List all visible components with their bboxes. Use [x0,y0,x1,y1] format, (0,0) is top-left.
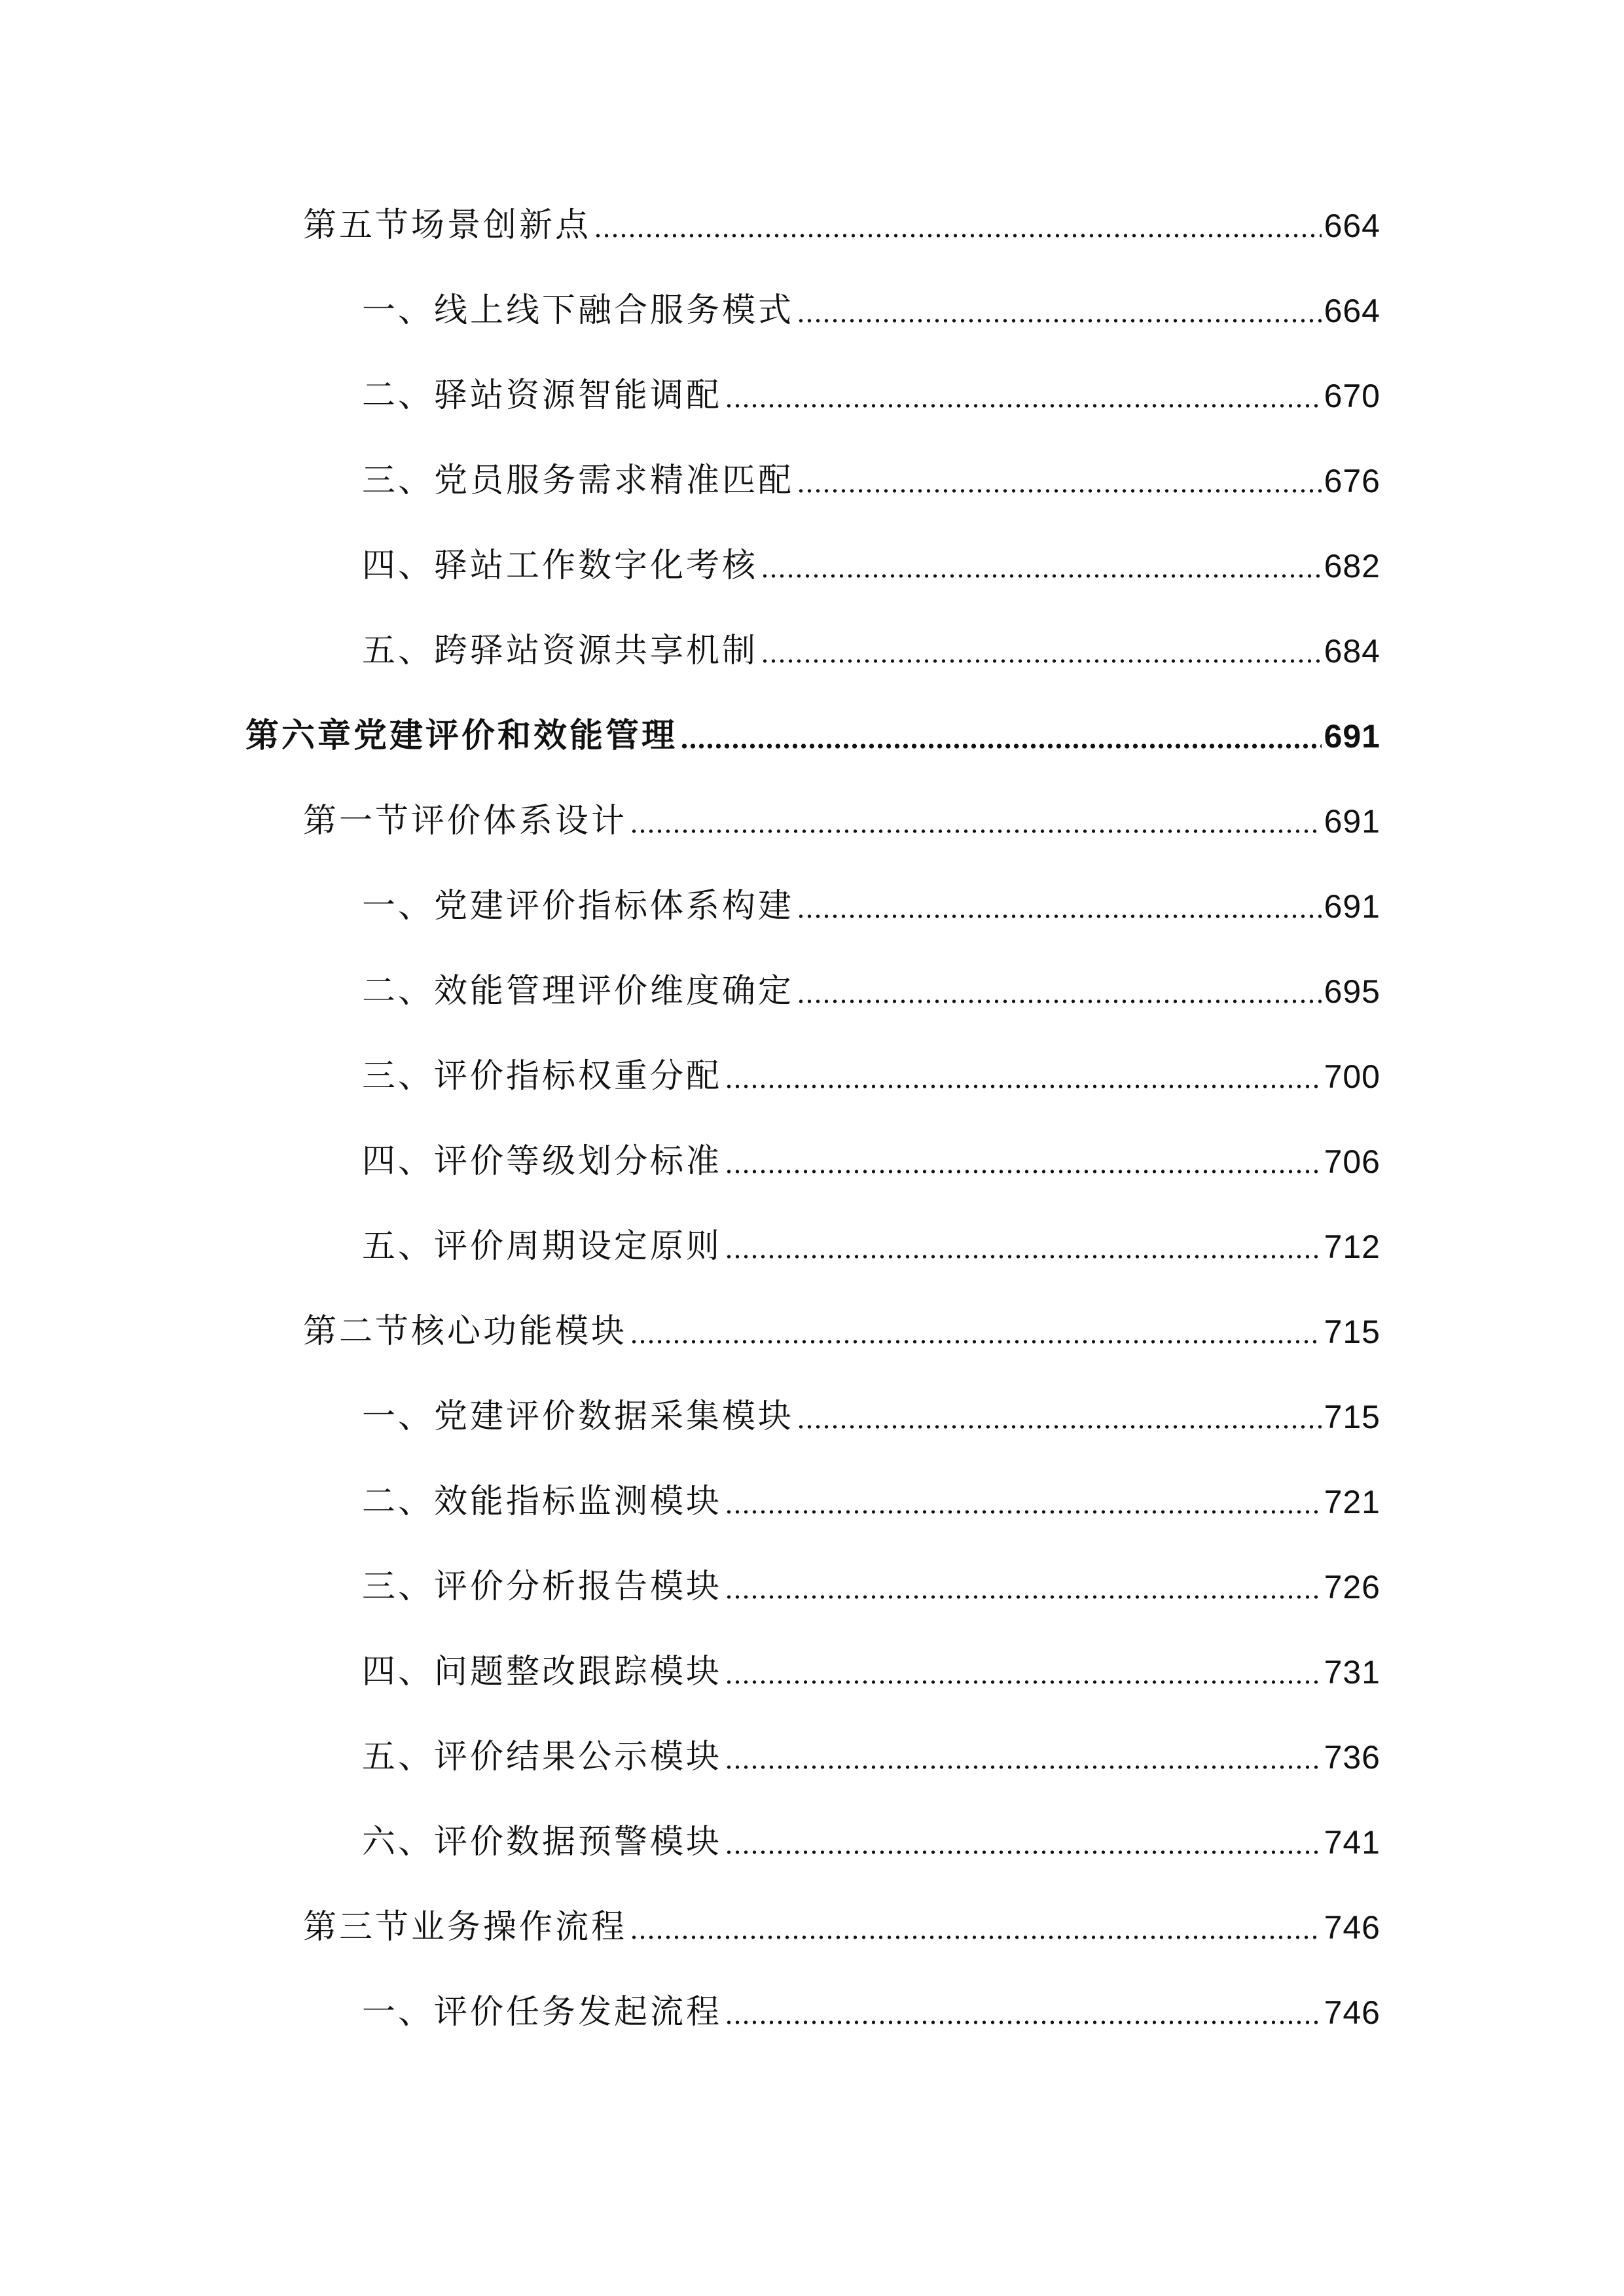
toc-entry-page: 736 [1324,1739,1380,1776]
toc-entry-title: 一、评价任务发起流程 [362,1993,723,2032]
toc-entry-title: 六、评价数据预警模块 [362,1823,723,1861]
toc-dot-leader [725,1085,1322,1088]
toc-entry[interactable] [362,357,1380,416]
toc-entry-chapter[interactable] [245,697,1380,756]
toc-dot-leader [725,1255,1322,1259]
toc-entry-page: 695 [1324,973,1380,1010]
toc-dot-leader [725,1170,1322,1174]
toc-entry[interactable] [362,272,1380,331]
toc-entry-page: 706 [1324,1143,1380,1180]
toc-entry-page: 721 [1324,1484,1380,1520]
toc-entry-page: 670 [1324,378,1380,414]
toc-entry-title: 五、跨驿站资源共享机制 [362,632,759,670]
toc-entry-title: 二、驿站资源智能调配 [362,376,723,415]
toc-entry-page: 691 [1324,888,1380,925]
toc-dot-leader [761,659,1322,663]
toc-entry[interactable] [362,1548,1380,1607]
toc-entry-page: 746 [1324,1909,1380,1946]
toc-entry-title: 三、评价分析报告模块 [362,1568,723,1606]
toc-entry-page: 664 [1324,293,1380,329]
toc-entry[interactable] [362,612,1380,671]
toc-entry[interactable] [362,1122,1380,1181]
toc-entry-title: 第二节核心功能模块 [303,1312,628,1351]
toc-entry-title: 三、评价指标权重分配 [362,1057,723,1096]
toc-entry[interactable] [362,867,1380,926]
toc-entry-page: 691 [1324,718,1380,755]
toc-dot-leader [725,2020,1322,2024]
toc-dot-leader [680,744,1322,749]
toc-entry-title: 五、评价周期设定原则 [362,1227,723,1266]
toc-entry-page: 746 [1324,1994,1380,2031]
toc-entry[interactable] [362,1718,1380,1777]
toc-dot-leader [630,1340,1322,1344]
toc-dot-leader [761,574,1322,578]
toc-dot-leader [797,489,1322,493]
toc-entry-title: 第六章党建评价和效能管理 [245,717,678,755]
toc-dot-leader [725,1765,1322,1769]
toc-dot-leader [725,1510,1322,1514]
toc-entry-page: 741 [1324,1824,1380,1861]
toc-entry-page: 731 [1324,1654,1380,1691]
toc-entry[interactable] [362,1633,1380,1692]
toc-dot-leader [797,1425,1322,1429]
toc-entry-page: 664 [1324,207,1380,244]
toc-entry-title: 五、评价结果公示模块 [362,1738,723,1776]
toc-entry-page: 682 [1324,548,1380,584]
toc-entry-title: 第三节业务操作流程 [303,1908,628,1946]
toc-entry[interactable] [362,1803,1380,1862]
toc-entry-page: 684 [1324,633,1380,670]
toc-entry-title: 第五节场景创新点 [303,206,592,245]
toc-dot-leader [725,404,1322,408]
toc-entry[interactable] [303,1293,1380,1352]
toc-entry[interactable] [303,1888,1380,1947]
toc-entry-title: 四、问题整改跟踪模块 [362,1653,723,1691]
toc-entry[interactable] [362,952,1380,1011]
toc-entry[interactable] [362,442,1380,501]
toc-entry-title: 四、评价等级划分标准 [362,1142,723,1181]
toc-entry-title: 一、线上线下融合服务模式 [362,291,795,330]
toc-dot-leader [725,1850,1322,1854]
toc-entry-title: 一、党建评价指标体系构建 [362,887,795,925]
toc-entry-page: 700 [1324,1058,1380,1095]
toc-dot-leader [725,1680,1322,1684]
toc-dot-leader [594,234,1322,238]
toc-entry[interactable] [362,1973,1380,2032]
toc-dot-leader [630,1935,1322,1939]
toc-dot-leader [725,1595,1322,1599]
toc-entry-title: 三、党员服务需求精准匹配 [362,461,795,500]
toc-entry[interactable] [362,1208,1380,1266]
toc-entry[interactable] [303,782,1380,841]
toc-entry-page: 691 [1324,803,1380,840]
toc-entry[interactable] [303,187,1380,245]
toc-entry-page: 715 [1324,1399,1380,1435]
toc-dot-leader [797,319,1322,323]
toc-dot-leader [797,999,1322,1003]
toc-entry[interactable] [362,527,1380,586]
toc-entry-title: 一、党建评价数据采集模块 [362,1397,795,1436]
toc-dot-leader [797,914,1322,918]
toc-entry[interactable] [362,1378,1380,1437]
toc-entry-page: 715 [1324,1314,1380,1350]
toc-entry-title: 第一节评价体系设计 [303,802,628,840]
toc-entry-title: 二、效能管理评价维度确定 [362,972,795,1011]
toc-entry-page: 726 [1324,1569,1380,1605]
toc-entry[interactable] [362,1463,1380,1522]
toc-entry-page: 676 [1324,463,1380,499]
toc-dot-leader [630,829,1322,833]
toc-entry-title: 二、效能指标监测模块 [362,1482,723,1521]
toc-entry[interactable] [362,1037,1380,1096]
toc-entry-page: 712 [1324,1229,1380,1265]
toc-entry-title: 四、驿站工作数字化考核 [362,547,759,585]
